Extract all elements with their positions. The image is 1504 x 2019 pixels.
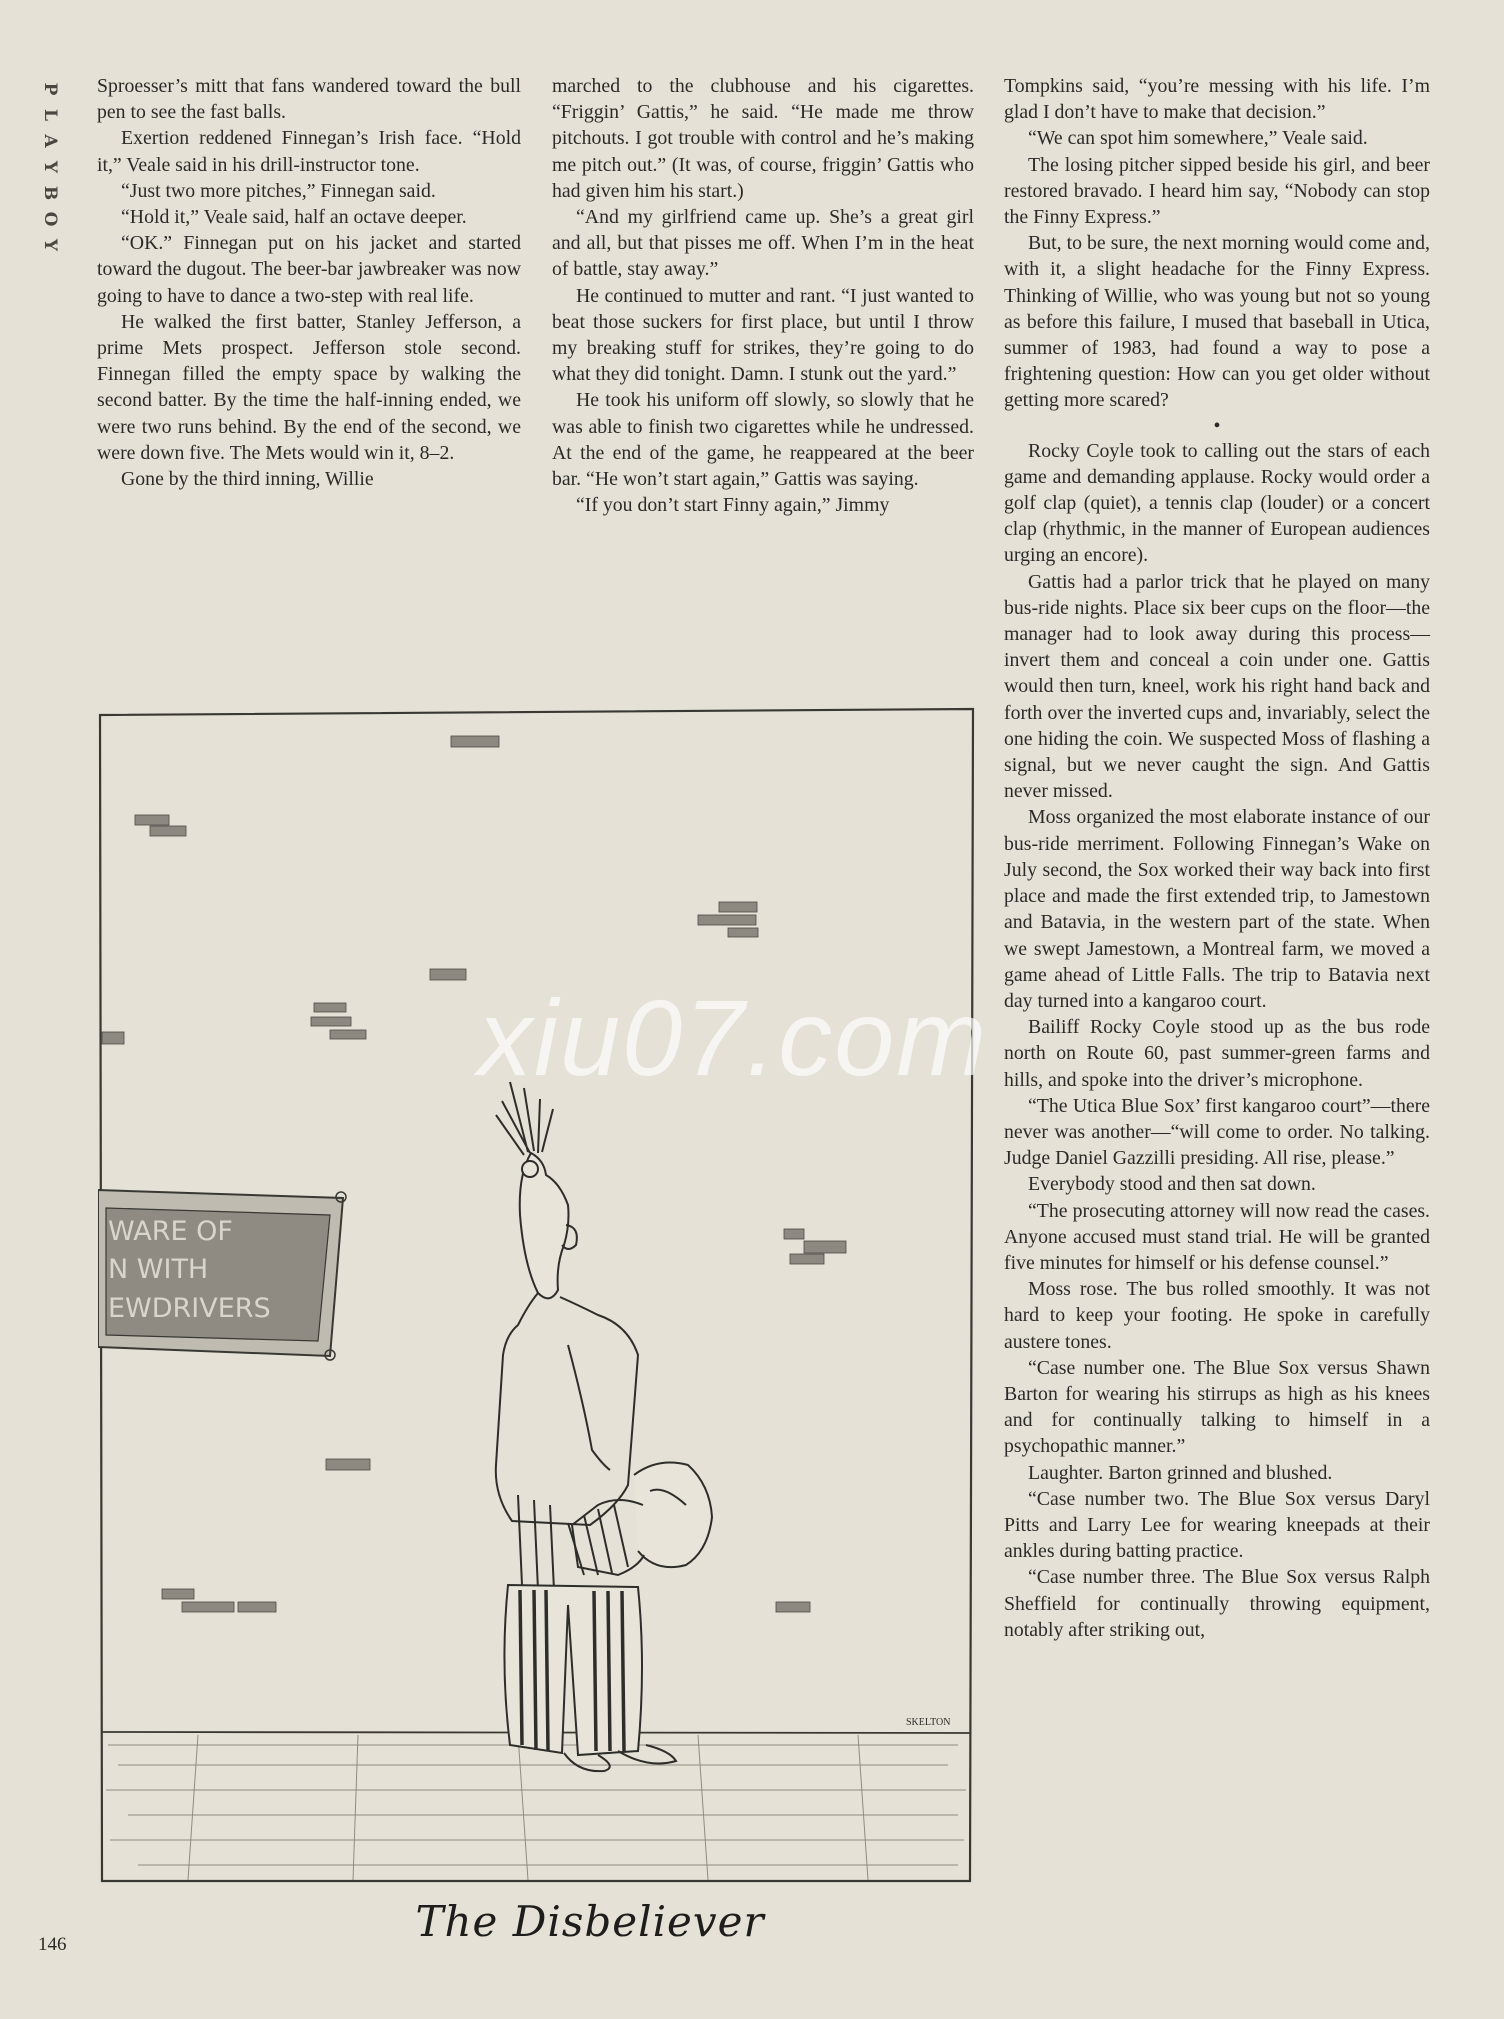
paragraph: Bailiff Rocky Coyle stood up as the bus rode north on Route 60, past summer-green farms and hills, and spoke into the driver’s microphone. (1004, 1016, 1430, 1091)
cartoon-caption: The Disbeliever (415, 1897, 765, 1946)
paragraph: He took his uniform off slowly, so slowly that he was able to finish two cigarettes while he undressed. At the end of the game, he reappeared at the beer bar. “He won’t start again,” Gattis was saying. (552, 389, 974, 491)
paragraph: Laughter. Barton grinned and blushed. (1028, 1461, 1333, 1484)
paragraph: “The Utica Blue Sox’ first kangaroo court”—there never was another—“will come to order. No talking. Judge Daniel Gazzilli presiding. All rise, please.” (1004, 1094, 1430, 1170)
paragraph: Moss organized the most elaborate instance of our bus-ride merriment. Following Finnegan’s Wake on July second, the Sox worked their way back into first place and made the first extended trip, to Jamestown and Batavia, in the western part of the state. When we swept Jamestown, a Montreal farm, we moved a game ahead of Little Falls. The trip to Batavia next day turned into a kangaroo court. (1004, 806, 1430, 1012)
running-head-letter: A (40, 134, 60, 148)
running-head-letter: B (40, 185, 60, 201)
paragraph: Everybody stood and then sat down. (1028, 1173, 1316, 1196)
cartoon-signature: SKELTON (906, 1717, 951, 1728)
text-column-3 (1004, 73, 1430, 1643)
paragraph: Moss rose. The bus rolled smoothly. It was not hard to keep your footing. He spoke in carefully austere tones. (1004, 1278, 1430, 1353)
paragraph: “The prosecuting attorney will now read the cases. Anyone accused must stand trial. He will be granted five minutes for himself or his defense counsel.” (1004, 1199, 1430, 1274)
paragraph: He continued to mutter and rant. “I just wanted to beat those suckers for first place, but until I throw my breaking stuff for strikes, they’re going to do what they did tonight. Damn. I stunk out the yard.” (552, 284, 974, 386)
paragraph: Sproesser’s mitt that fans wandered toward the bull pen to see the fast balls. (97, 75, 521, 124)
paragraph: Gattis had a parlor trick that he played on many bus-ride nights. Place six beer cups on the floor—the manager had to look away during this process—invert them and conceal a coin under one. Gattis would then turn, kneel, work his right hand back and forth over the inverted cups and, invariably, select the one hiding the coin. We suspected Moss of flashing a signal, but we never caught the sign. And Gattis never missed. (1004, 570, 1430, 803)
running-head-letter: Y (40, 160, 60, 174)
running-head-letter: O (40, 211, 60, 227)
paragraph: Rocky Coyle took to calling out the stars of each game and demanding applause. Rocky would order a golf clap (quiet), a tennis clap (louder) or a concert clap (rhythmic, in the manner of European audiences urging an encore). (1004, 439, 1430, 567)
text-column-3-bottom (1004, 438, 1430, 1643)
paragraph: “Case number three. The Blue Sox versus Ralph Sheffield for continually throwing equipment, notably after striking out, (1004, 1566, 1430, 1641)
cartoon-illustration (98, 705, 978, 1885)
sign-line-3: EWDRIVERS (108, 1293, 271, 1324)
text-column-2 (552, 73, 974, 518)
page-number: 146 (38, 1934, 67, 1955)
paragraph: “And my girlfriend came up. She’s a great girl and all, but that pisses me off. When I’m in the heat of battle, stay away.” (552, 206, 974, 281)
running-head-letter: P (40, 82, 60, 96)
sign-line-1: WARE OF (108, 1216, 233, 1247)
text-column-3-top (1004, 73, 1430, 414)
paragraph: “Just two more pitches,” Finnegan said. (121, 179, 436, 202)
paragraph: “If you don’t start Finny again,” Jimmy (576, 494, 890, 517)
paragraph: “Case number two. The Blue Sox versus Daryl Pitts and Larry Lee for wearing kneepads at their ankles during batting practice. (1004, 1487, 1430, 1563)
text-column-1 (97, 73, 521, 492)
paragraph: “We can spot him somewhere,” Veale said. (1028, 127, 1368, 150)
running-head-letter: Y (40, 238, 60, 252)
paragraph: “Hold it,” Veale said, half an octave deeper. (121, 206, 467, 229)
running-head-playboy (34, 76, 60, 258)
paragraph: Tompkins said, “you’re messing with his life. I’m glad I don’t have to make that decision.” (1004, 75, 1430, 124)
paragraph: “Case number one. The Blue Sox versus Shawn Barton for wearing his stirrups as high as his knees and for continually talking to himself in a psychopathic manner.” (1004, 1356, 1430, 1458)
paragraph: Exertion reddened Finnegan’s Irish face. “Hold it,” Veale said in his drill-instructor tone. (97, 127, 521, 176)
paragraph: The losing pitcher sipped beside his girl, and beer restored bravado. I heard him say, “Nobody can stop the Finny Express.” (1004, 153, 1430, 229)
running-head-letter: L (40, 109, 60, 121)
paragraph: He walked the first batter, Stanley Jefferson, a prime Mets prospect. Jefferson stole second. Finnegan filled the empty space by walking the second batter. By the time the half-inning ended, we were two runs behind. By the end of the second, we were down five. The Mets would win it, 8–2. (97, 310, 521, 464)
sign-line-2: N WITH (108, 1254, 209, 1285)
section-separator: • (1213, 414, 1221, 437)
paragraph: But, to be sure, the next morning would come and, with it, a slight headache for the Finny Express. Thinking of Willie, who was young but not so young as before this failure, I mused that baseball in Utica, summer of 1983, had found a way to pose a frightening question: How can you get older without getting more scared? (1004, 232, 1430, 412)
paragraph: Gone by the third inning, Willie (121, 468, 374, 491)
paragraph: marched to the clubhouse and his cigarettes. “Friggin’ Gattis,” he said. “He made me throw pitchouts. I got trouble with control and he’s making me pitch out.” (It was, of course, friggin’ Gattis who had given him his start.) (552, 75, 974, 202)
paragraph: “OK.” Finnegan put on his jacket and started toward the dugout. The beer-bar jawbreaker was now going to have to dance a two-step with real life. (97, 232, 521, 307)
watermark: xiu07.com (478, 977, 989, 1098)
